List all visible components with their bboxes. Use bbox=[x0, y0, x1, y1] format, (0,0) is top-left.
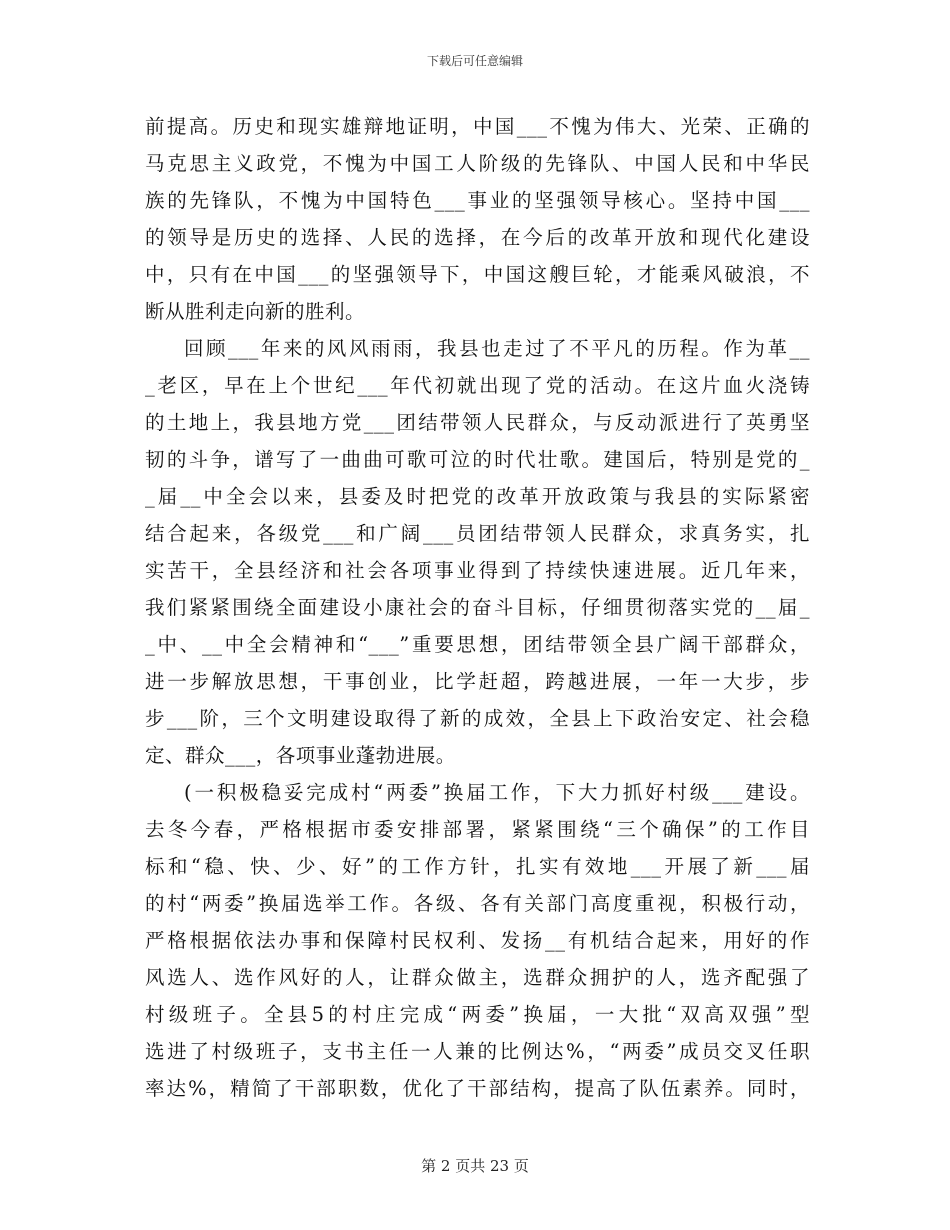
text-line: 标和“稳、快、少、好”的工作方针，扎实有效地___开展了新___届 bbox=[145, 855, 810, 878]
text-line: 马克思主义政党，不愧为中国工人阶级的先锋队、中国人民和中华民 bbox=[145, 152, 810, 175]
text-line: _中、__中全会精神和“___”重要思想，团结带领全县广阔干部群众， bbox=[145, 633, 810, 656]
text-line: 中，只有在中国___的坚强领导下，中国这艘巨轮，才能乘风破浪，不 bbox=[145, 263, 810, 286]
text-line: 的土地上，我县地方党___团结带领人民群众，与反动派进行了英勇坚 bbox=[145, 411, 810, 434]
text-line: _老区，早在上个世纪___年代初就出现了党的活动。在这片血火浇铸 bbox=[145, 374, 810, 397]
text-line: 实苦干，全县经济和社会各项事业得到了持续快速进展。近几年来， bbox=[145, 559, 810, 582]
text-line: 的村“两委”换届选举工作。各级、各有关部门高度重视，积极行动， bbox=[145, 892, 810, 915]
text-line: 族的先锋队，不愧为中国特色___事业的坚强领导核心。坚持中国___ bbox=[145, 189, 810, 212]
text-line: 去冬今春，严格根据市委安排部署，紧紧围绕“三个确保”的工作目 bbox=[145, 818, 810, 841]
text-line: 村级班子。全县5的村庄完成“两委”换届，一大批“双高双强”型 bbox=[145, 1003, 810, 1026]
text-line: 选进了村级班子，支书主任一人兼的比例达%，“两委”成员交叉任职 bbox=[145, 1040, 810, 1063]
paragraph-3 bbox=[145, 774, 810, 1107]
text-line: 的领导是历史的选择、人民的选择，在今后的改革开放和现代化建设 bbox=[145, 226, 810, 249]
text-line: 步___阶，三个文明建设取得了新的成效，全县上下政治安定、社会稳 bbox=[145, 707, 810, 730]
text-line: 回顾___年来的风风雨雨，我县也走过了不平凡的历程。作为革__ bbox=[184, 337, 810, 360]
text-line: _届__中全会以来，县委及时把党的改革开放政策与我县的实际紧密 bbox=[145, 485, 810, 508]
text-line: 前提高。历史和现实雄辩地证明，中国___不愧为伟大、光荣、正确的 bbox=[145, 115, 810, 138]
text-line: 进一步解放思想，干事创业，比学赶超，跨越进展，一年一大步，步 bbox=[145, 670, 810, 693]
text-line: (一积极稳妥完成村“两委”换届工作，下大力抓好村级___建设。 bbox=[184, 781, 810, 804]
text-line: 断从胜利走向新的胜利。 bbox=[145, 300, 366, 323]
page-number-footer: 第 2 页共 23 页 bbox=[421, 1157, 529, 1175]
text-line: 定、群众___，各项事业蓬勃进展。 bbox=[145, 744, 456, 767]
text-line: 严格根据依法办事和保障村民权利、发扬__有机结合起来，用好的作 bbox=[145, 929, 810, 952]
text-line: 韧的斗争，谱写了一曲曲可歌可泣的时代壮歌。建国后，特别是党的_ bbox=[145, 448, 810, 471]
text-line: 率达%，精简了干部职数，优化了干部结构，提高了队伍素养。同时， bbox=[145, 1077, 810, 1100]
paragraph-1 bbox=[145, 108, 810, 330]
text-line: 我们紧紧围绕全面建设小康社会的奋斗目标，仔细贯彻落实党的__届_ bbox=[145, 596, 810, 619]
page-header: 下载后可任意编辑 bbox=[426, 54, 523, 68]
document-body bbox=[145, 108, 810, 1107]
text-line: 结合起来，各级党___和广阔___员团结带领人民群众，求真务实，扎 bbox=[145, 522, 810, 545]
text-line: 风选人、选作风好的人，让群众做主，选群众拥护的人，选齐配强了 bbox=[145, 966, 810, 989]
paragraph-2 bbox=[145, 330, 810, 774]
